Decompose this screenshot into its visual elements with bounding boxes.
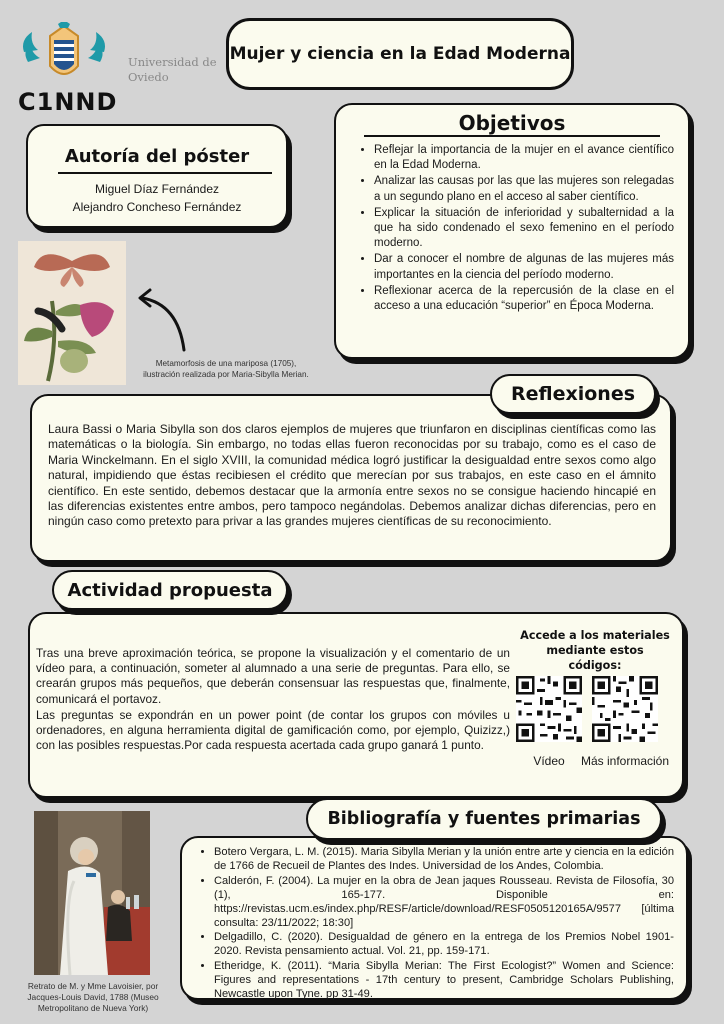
arrow-icon (134, 288, 196, 354)
bibliography-box (180, 836, 688, 1000)
info-qr-code[interactable] (592, 676, 658, 742)
bibliography-list (196, 846, 674, 1003)
reflections-heading-box (490, 374, 656, 414)
university-logo (18, 22, 110, 84)
objective-item: • Reflejar la importancia de la mujer en el avance científico en la Edad Moderna. (374, 143, 674, 173)
reflections-text: Laura Bassi o Maria Sibylla son dos claros ejemplos de mujeres que triunfaron en disciplinas científicas como las matemáticas o la biología. Sin embargo, no todas ellas fueron reconocidas por su trabajo, como es el caso de Maria Winckelmann. En el siglo XVIII, la comunidad médica logró justificar la desigualdad entre sexos como algo natural, impidiendo que éstas recibiesen el crédito que merecían por sus trabajos, en este caso en el ámnito científico. En este sentido, debemos destacar que la armonía entre sexos no se consigue haciendo hincapié en las diferencias existentes entre ambos, pero tampoco negándolas. Debemos analizar dichas diferencias, pero en ningún caso como pretexto para privar a las grandes mujeres científicas de su reconocimiento. (48, 422, 656, 529)
objective-item: • Analizar las causas por las que las mujeres son relegadas a un segundo plano en el acceso al saber científico. (374, 174, 674, 204)
bibliography-heading: Bibliografía y fuentes primarias (327, 809, 641, 829)
objectives-list (356, 143, 674, 315)
objectives-heading: Objetivos (458, 111, 566, 135)
reflections-box (30, 394, 672, 562)
video-qr-code[interactable] (516, 676, 582, 742)
logo-text: C1NND (18, 88, 118, 116)
activity-heading: Actividad propuesta (67, 579, 273, 601)
bibliography-item: • Botero Vergara, L. M. (2015). Maria Sibylla Merian y la unión entre arte y ciencia en la edición de 1766 de Recueil de Plantes des Indes. Universidad de los Andes, Colombia. (214, 846, 674, 874)
authors-divider (58, 172, 272, 174)
bibliography-item: • Etheridge, K. (2011). “Maria Sibylla Merian: The First Ecologist?” Women and Science: Figures and representations - 17th century to present, Cambridge Scholars Publishing, Newcastle upon Tyne. pp 31-49. (214, 960, 674, 1002)
qr-info-label[interactable]: Más información (580, 754, 670, 768)
merian-butterfly-illustration (18, 241, 126, 385)
activity-paragraph: Las preguntas se expondrán en un power point (de contar los grupos con móviles u ordenadores, en alguna herramienta digital de gamificación como, por ejemplo, Quizizz,) con las posibles respuestas.Por cada respuesta acertada cada grupo ganará 1 punto. (36, 708, 510, 753)
bibliography-item: • Calderón, F. (2004). La mujer en la obra de Jean jaques Rousseau. Revista de Filosofía, 30 (1), 165-177. Disponible en: https://revistas.ucm.es/index.php/RESF/article/download/RESF0505120165A/9577 [última consulta: 23/11/2022; 18:30] (214, 875, 674, 931)
reflections-heading: Reflexiones (510, 383, 636, 405)
authors-box (26, 124, 288, 228)
lavoisier-portrait (34, 811, 150, 975)
author-name: Alejandro Concheso Fernández (72, 200, 242, 214)
objective-item: • Reflexionar acerca de la repercusión de la clase en el acceso a una educación “superior” en Época Moderna. (374, 284, 674, 314)
portrait-caption: Retrato de M. y Mme Lavoisier, por Jacques-Louis David, 1788 (Museo Metropolitano de Nueva York) (27, 981, 159, 1013)
authors-heading: Autoría del póster (64, 146, 250, 167)
poster-title-box (226, 18, 574, 90)
poster-title: Mujer y ciencia en la Edad Moderna (229, 44, 571, 64)
qr-video-label[interactable]: Vídeo (533, 754, 565, 768)
university-name: Universidad de Oviedo (128, 55, 217, 84)
bibliography-heading-box (306, 798, 662, 840)
qr-access-heading: Accede a los materiales mediante estos códigos: (520, 629, 670, 672)
objective-item: • Explicar la situación de inferioridad y subalternidad a la que ha sido condenado el sexo femenino en el período moderno. (374, 206, 674, 252)
activity-heading-box (52, 570, 288, 610)
objective-item: • Dar a conocer el nombre de algunas de las mujeres más importantes en la ciencia del período moderno. (374, 252, 674, 282)
author-name: Miguel Díaz Fernández (94, 182, 220, 196)
bibliography-item: • Delgadillo, C. (2020). Desigualdad de género en la entrega de los Premios Nobel 1901- 2020. Revista pensamiento actual. Vol. 21, pp. 159-171. (214, 931, 674, 959)
objectives-divider (364, 135, 660, 137)
objectives-box (334, 103, 690, 359)
butterfly-caption: Metamorfosis de una mariposa (1705), ilustración realizada por Maria-Sibylla Merian. (143, 359, 309, 379)
activity-paragraph: Tras una breve aproximación teórica, se propone la visualización y el comentario de un vídeo para, a continuación, someter al alumnado a una serie de preguntas. Para ello, se crearán grupos más pequeños, que deberán consensuar las respuestas que, finalmente, comunicará el portavoz. (36, 646, 510, 706)
activity-box (28, 612, 684, 798)
